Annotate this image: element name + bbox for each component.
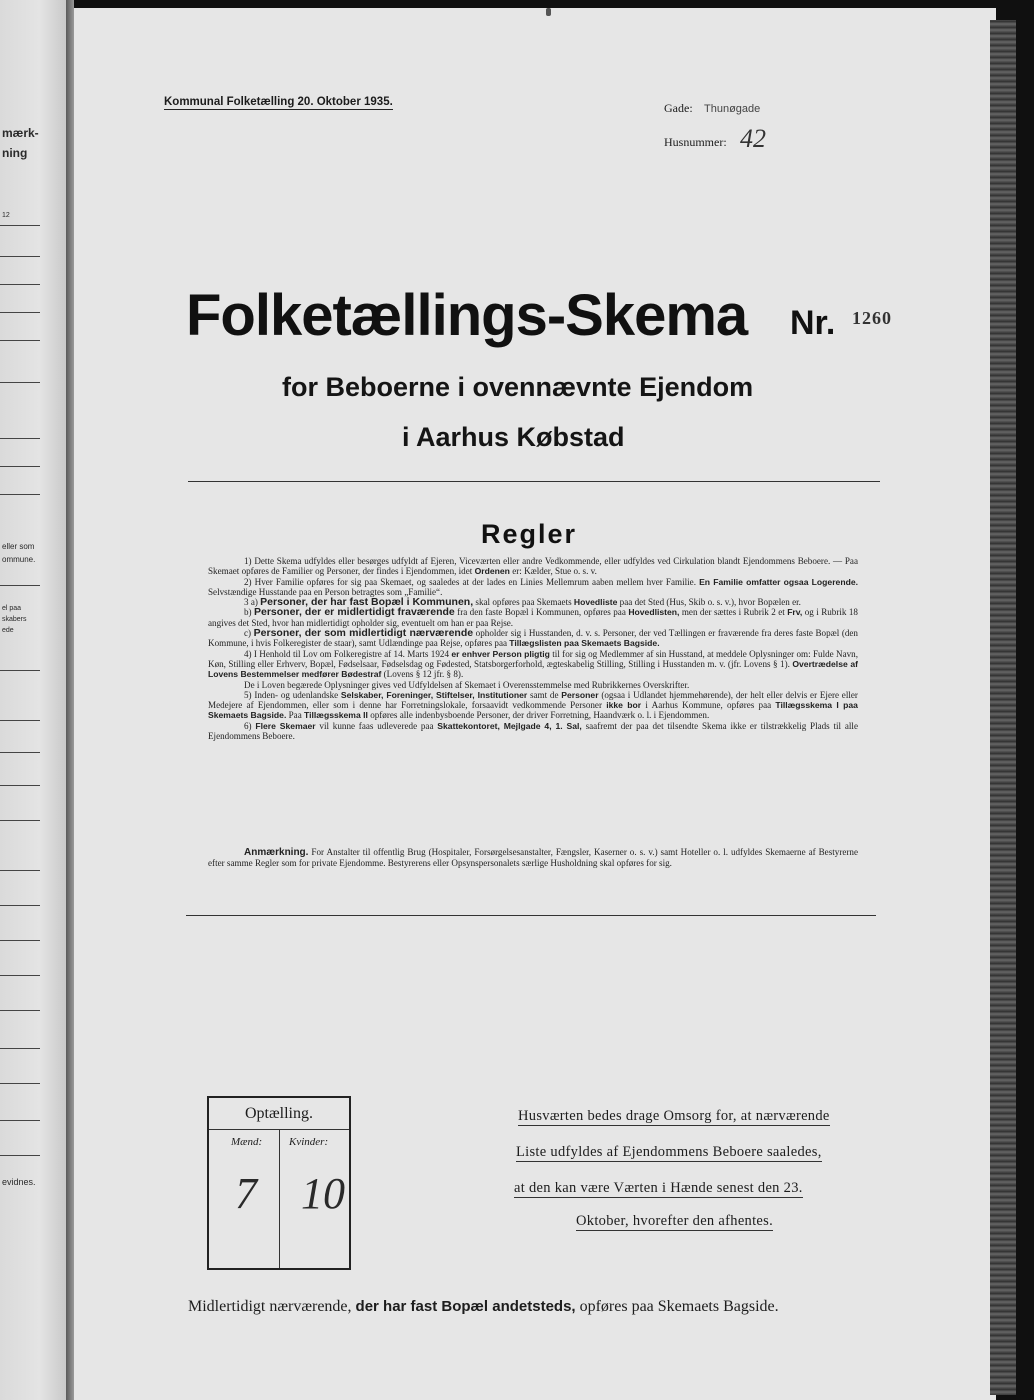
men-count: 7: [235, 1169, 257, 1218]
rule-1: 1) Dette Skema udfyldes eller besørges udfyldt af Ejeren, Viceværten eller andre Vedkommende, eller udfyldes ved Cirkulation blandt Ejendommens Beboere. — Paa Skemaet opføres de Familier og Personer, der findes i Ejendommen, idet Ordenen er: Kælder, Stue o. s. v.: [208, 556, 858, 577]
left-page-edge: [0, 0, 66, 1400]
divider: [188, 481, 880, 482]
left-page-fragment: mærk-: [2, 126, 39, 140]
left-page-fragment: 12: [2, 212, 10, 219]
women-label: Kvinder:: [289, 1136, 329, 1148]
notice-line: Liste udfyldes af Ejendommens Beboere saaledes,: [516, 1144, 822, 1160]
subtitle-city: i Aarhus Købstad: [402, 422, 625, 452]
form-number-value: 1260: [852, 308, 892, 328]
binding-mark: [546, 8, 551, 16]
rules-text: [208, 556, 858, 741]
left-page-fragment: evidnes.: [2, 1177, 36, 1187]
rule-3b: b) Personer, der er midlertidigt fraværende fra den faste Bopæl i Kommunen, opføres paa Hovedlisten, men der sættes i Rubrik 2 et Frv, og i Rubrik 18 angives det Sted, hvor han midlertidigt opholder sig, eventuelt om han er paa Rejse.: [208, 606, 858, 628]
rule-2: 2) Hver Familie opføres for sig paa Skemaet, og saaledes at der lades en Linies Mellemrum aaben mellem hver Familie. En Familie omfatter ogsaa Logerende. Selvstændige Husstande paa en Person betragtes som „Familie“.: [208, 576, 858, 597]
book-gutter: [66, 0, 74, 1400]
footer-note: Midlertidigt nærværende, der har fast Bopæl andetsteds, opføres paa Skemaets Bagside.: [188, 1298, 779, 1315]
left-page-fragment: ommune.: [2, 555, 36, 564]
men-label: Mænd:: [231, 1136, 263, 1148]
count-box-heading: Optælling.: [209, 1098, 349, 1130]
subtitle: for Beboerne i ovennævnte Ejendom: [282, 372, 754, 402]
remark-text: For Anstalter til offentlig Brug (Hospitaler, Forsørgelsesanstalter, Fængsler, Kaserner o. s. v.) samt Hoteller o. l. udfyldes Skemaerne af Bestyrerne efter samme Regler som for private Ejendomme. Bestyrerens eller Opsynspersonalets særlige Husholdning skal opføres for sig.: [208, 847, 859, 868]
left-page-fragment: skabers: [2, 616, 27, 623]
notice-line: at den kan være Værten i Hænde senest den 23.: [514, 1180, 803, 1196]
rule-4-note: De i Loven begærede Oplysninger gives ved Udfyldelsen af Skemaet i Overensstemmelse med Rubrikkernes Overskrifter.: [244, 679, 690, 690]
remark: [208, 847, 858, 869]
notice-line: Oktober, hvorefter den afhentes.: [576, 1213, 774, 1229]
census-header: Kommunal Folketælling 20. Oktober 1935.: [164, 96, 393, 108]
right-page-edge: [990, 20, 1016, 1395]
gade-label: Gade:: [664, 101, 693, 115]
rule-3a: 3 a) Personer, der har fast Bopæl i Kommunen, skal opføres paa Skemaets Hovedliste paa det Sted (Hus, Skib o. s. v.), hvor Bopælen er.: [244, 596, 801, 609]
count-box: [207, 1096, 351, 1270]
remark-label: Anmærkning.: [244, 847, 309, 858]
rules-heading: Regler: [481, 519, 578, 549]
left-page-fragment: el paa: [2, 605, 22, 612]
rule-5: 5) Inden- og udenlandske Selskaber, Foreninger, Stiftelser, Institutioner samt de Personer (ogsaa i Udlandet hjemmehørende), der helt eller delvis er Ejere eller Medejere af Ejendommen, eller som i denne har Forretningslokale, forsaavidt vedkommende Personer ikke bor i Aarhus Kommune, opføres paa Tillægsskema I paa Skemaets Bagside. Paa Tillægsskema II opføres alle indenbysboende Personer, der driver Forretning, Haandværk o. l. i Ejendommen.: [208, 689, 858, 721]
husnummer-label: Husnummer:: [664, 135, 727, 149]
rule-6: 6) Flere Skemaer vil kunne faas udleverede paa Skattekontoret, Mejlgade 4, 1. Sal, saafremt der paa det tilsendte Skema ikke er tilstrækkelig Plads til alle Ejendommens Beboere.: [208, 720, 858, 742]
page-title: Folketællings-Skema: [186, 283, 748, 348]
left-page-fragment: eller som: [2, 542, 35, 551]
left-page-fragment: ede: [2, 627, 14, 634]
rule-3c: c) Personer, der som midlertidigt nærværende opholder sig i Husstanden, d. v. s. Personer, der ved Tællingen er fraværende fra deres faste Bopæl (den Kommune, i hvis Folkeregister de staar), samt Udlændinge paa Rejse, opføres paa Tillægslisten paa Skemaets Bagside.: [208, 627, 858, 649]
women-count: 10: [301, 1169, 345, 1218]
left-page-fragment: ning: [2, 146, 28, 160]
rule-4: 4) I Henhold til Lov om Folkeregistre af 14. Marts 1924 er enhver Person pligtig til for sig og Medlemmer af sin Husstand, at meddele Oplysninger om: Fulde Navn, Køn, Stilling eller Erhverv, Bopæl, Fødselsaar, Fødselsdag og Fødested, Statsborgerforhold, ægteskabelig Stilling, Stilling i Husstanden m. v. (jfr. Lovens § 1). Overtrædelse af Lovens Bestemmelser medfører Bødestraf (Lovens § 12 jfr. § 8).: [208, 648, 858, 680]
notice-line: Husværten bedes drage Omsorg for, at nærværende: [518, 1108, 830, 1124]
gade-value: Thunøgade: [704, 103, 761, 115]
husnummer-value: 42: [740, 124, 766, 153]
form-number-label: Nr.: [790, 304, 836, 342]
divider: [186, 915, 876, 916]
